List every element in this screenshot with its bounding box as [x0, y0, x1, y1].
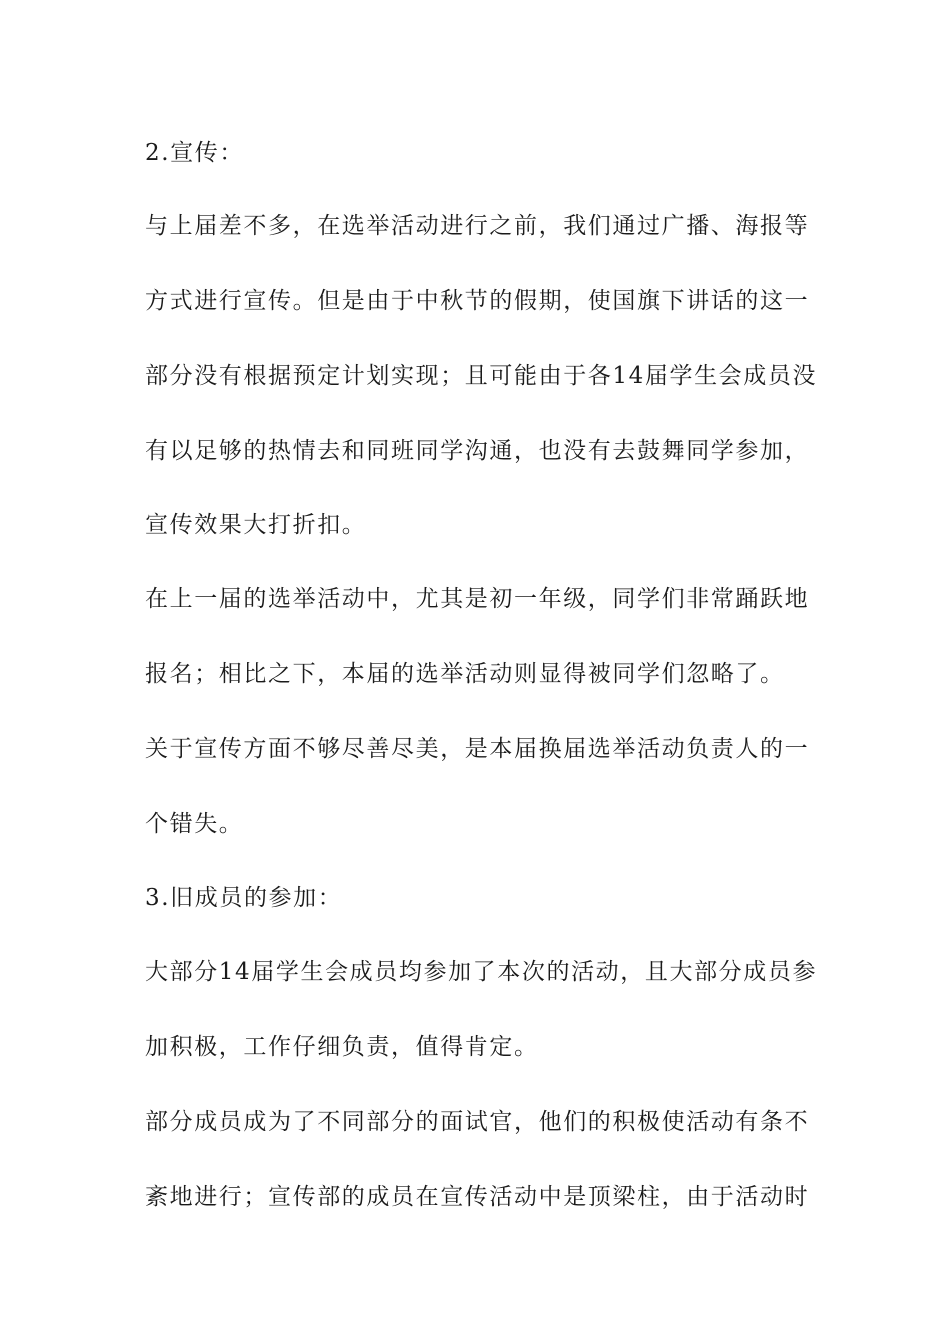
paragraph-line: 加积极，工作仔细负责，值得肯定。: [145, 1034, 539, 1060]
paragraph-line: 关于宣传方面不够尽善尽美，是本届换届选举活动负责人的一: [145, 736, 810, 762]
paragraph-line: 方式进行宣传。但是由于中秋节的假期，使国旗下讲话的这一: [145, 288, 810, 314]
paragraph-line: 与上届差不多，在选举活动进行之前，我们通过广播、海报等: [145, 213, 810, 239]
paragraph-line: 个错失。: [145, 811, 244, 837]
paragraph-line: 大部分14届学生会成员均参加了本次的活动，且大部分成员参: [145, 959, 818, 985]
paragraph-line: 紊地进行；宣传部的成员在宣传活动中是顶梁柱，由于活动时: [145, 1184, 810, 1210]
paragraph-line: 在上一届的选举活动中，尤其是初一年级，同学们非常踊跃地: [145, 586, 810, 612]
section-heading-old-members: 3.旧成员的参加：: [145, 885, 343, 911]
paragraph-line: 有以足够的热情去和同班同学沟通，也没有去鼓舞同学参加，: [145, 438, 810, 464]
paragraph-line: 宣传效果大打折扣。: [145, 512, 367, 538]
paragraph-line: 部分成员成为了不同部分的面试官，他们的积极使活动有条不: [145, 1109, 810, 1135]
section-heading-publicity: 2.宣传：: [145, 140, 244, 166]
paragraph-line: 报名；相比之下，本届的选举活动则显得被同学们忽略了。: [145, 661, 785, 687]
paragraph-line: 部分没有根据预定计划实现；且可能由于各14届学生会成员没: [145, 363, 818, 389]
